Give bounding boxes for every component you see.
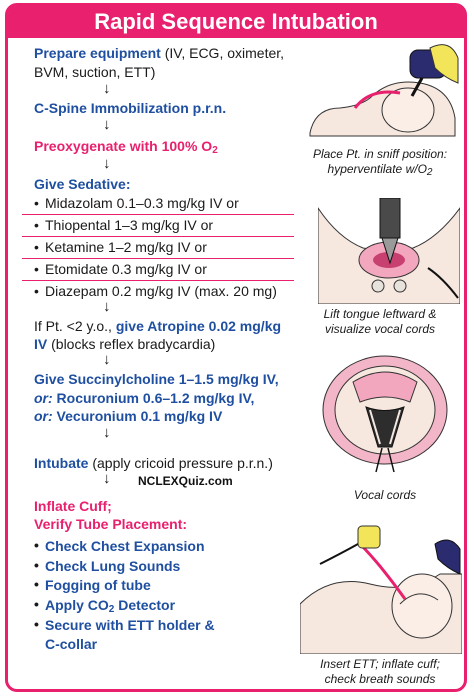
divider bbox=[22, 236, 294, 237]
sedative-item: Ketamine 1–2 mg/kg IV or bbox=[45, 239, 207, 255]
laryngoscope-illustration bbox=[318, 198, 460, 304]
or-label: or: bbox=[34, 390, 53, 406]
paralytic-rocuronium bbox=[34, 389, 254, 407]
caption-vocal-cords: Vocal cords bbox=[353, 488, 417, 502]
sedative-item: Thiopental 1–3 mg/kg IV or bbox=[45, 217, 214, 233]
sedative-item: Etomidate 0.3 mg/kg IV or bbox=[45, 261, 207, 277]
caption-sniff-sub: 2 bbox=[426, 167, 433, 178]
step-atropine-line2 bbox=[34, 335, 215, 353]
check-item-line2: C-collar bbox=[45, 636, 98, 652]
prepare-heading: Prepare equipment bbox=[34, 45, 161, 61]
bullet-icon: • bbox=[34, 261, 39, 277]
bullet-icon: • bbox=[34, 557, 39, 573]
step-inflate-cuff: Inflate Cuff; bbox=[34, 498, 112, 514]
flow-arrow: ↓ bbox=[103, 155, 111, 172]
caption-insert-2: check breath sounds bbox=[324, 672, 436, 686]
atropine-route: IV bbox=[34, 336, 48, 352]
step-cspine: C-Spine Immobilization p.r.n. bbox=[34, 100, 227, 116]
step-preoxygenate bbox=[34, 137, 218, 160]
check-item: Fogging of tube bbox=[45, 577, 151, 593]
vocal-cords-illustration bbox=[318, 352, 452, 482]
bullet-icon: • bbox=[34, 195, 39, 211]
flow-arrow: ↓ bbox=[103, 424, 111, 441]
flow-arrow: ↓ bbox=[103, 116, 111, 133]
preoxygenate-text: Preoxygenate with 100% O bbox=[34, 138, 213, 154]
bullet-icon: • bbox=[34, 576, 39, 592]
intubate-heading: Intubate bbox=[34, 455, 89, 471]
check-item: Secure with ETT holder & bbox=[45, 617, 215, 633]
divider bbox=[22, 280, 294, 281]
intubate-detail: (apply cricoid pressure p.r.n.) bbox=[88, 455, 273, 471]
atropine-condition: If Pt. <2 y.o., bbox=[34, 318, 116, 334]
check-item: Check Lung Sounds bbox=[45, 558, 181, 574]
flow-arrow: ↓ bbox=[103, 470, 111, 487]
sedative-item: Diazepam 0.2 mg/kg IV (max. 20 mg) bbox=[45, 283, 277, 299]
step-sedative-heading: Give Sedative: bbox=[34, 176, 131, 192]
check-co2-tail: Detector bbox=[114, 597, 176, 613]
check-item: Check Chest Expansion bbox=[45, 538, 205, 554]
bullet-icon: • bbox=[34, 217, 39, 233]
insert-ett-illustration bbox=[300, 514, 462, 654]
caption-insert-1: Insert ETT; inflate cuff; bbox=[320, 657, 440, 671]
check-co2-sub: 2 bbox=[108, 604, 115, 615]
caption-sniff-1: Place Pt. in sniff position: bbox=[312, 147, 448, 161]
watermark: NCLEXQuiz.com bbox=[138, 474, 233, 488]
divider bbox=[22, 214, 294, 215]
flow-arrow: ↓ bbox=[103, 298, 111, 315]
atropine-note: (blocks reflex bradycardia) bbox=[47, 336, 216, 352]
sedative-item: Midazolam 0.1–0.3 mg/kg IV or bbox=[45, 195, 239, 211]
bullet-icon: • bbox=[34, 283, 39, 299]
rocuronium-text: Rocuronium 0.6–1.2 mg/kg IV, bbox=[52, 390, 255, 406]
paralytic-succinylcholine: Give Succinylcholine 1–1.5 mg/kg IV, bbox=[34, 371, 279, 387]
divider bbox=[22, 258, 294, 259]
flow-arrow: ↓ bbox=[103, 351, 111, 368]
caption-sniff-2 bbox=[298, 162, 462, 178]
caption-tongue-1: Lift tongue leftward & bbox=[323, 307, 437, 321]
bullet-icon: • bbox=[34, 616, 39, 632]
preoxygenate-sub: 2 bbox=[212, 145, 218, 156]
step-verify-placement: Verify Tube Placement: bbox=[34, 516, 188, 532]
page-title: Rapid Sequence Intubation bbox=[8, 6, 464, 38]
caption-sniff-2-text: hyperventilate w/O bbox=[327, 162, 427, 176]
check-co2-text: Apply CO bbox=[45, 597, 109, 613]
caption-tongue-2: visualize vocal cords bbox=[324, 322, 436, 336]
bullet-icon: • bbox=[34, 596, 39, 612]
vecuronium-text: Vecuronium 0.1 mg/kg IV bbox=[52, 408, 223, 424]
step-prepare bbox=[34, 44, 284, 62]
prepare-detail-1: (IV, ECG, oximeter, bbox=[160, 45, 285, 61]
paralytic-vecuronium bbox=[34, 407, 222, 425]
prepare-detail-2: BVM, suction, ETT) bbox=[34, 64, 156, 80]
bullet-icon: • bbox=[34, 239, 39, 255]
sniff-position-illustration bbox=[300, 38, 460, 138]
step-atropine bbox=[34, 317, 281, 335]
step-intubate bbox=[34, 454, 273, 472]
or-label: or: bbox=[34, 408, 53, 424]
bullet-icon: • bbox=[34, 537, 39, 553]
atropine-dose: give Atropine 0.02 mg/kg bbox=[115, 318, 282, 334]
flow-arrow: ↓ bbox=[103, 80, 111, 97]
